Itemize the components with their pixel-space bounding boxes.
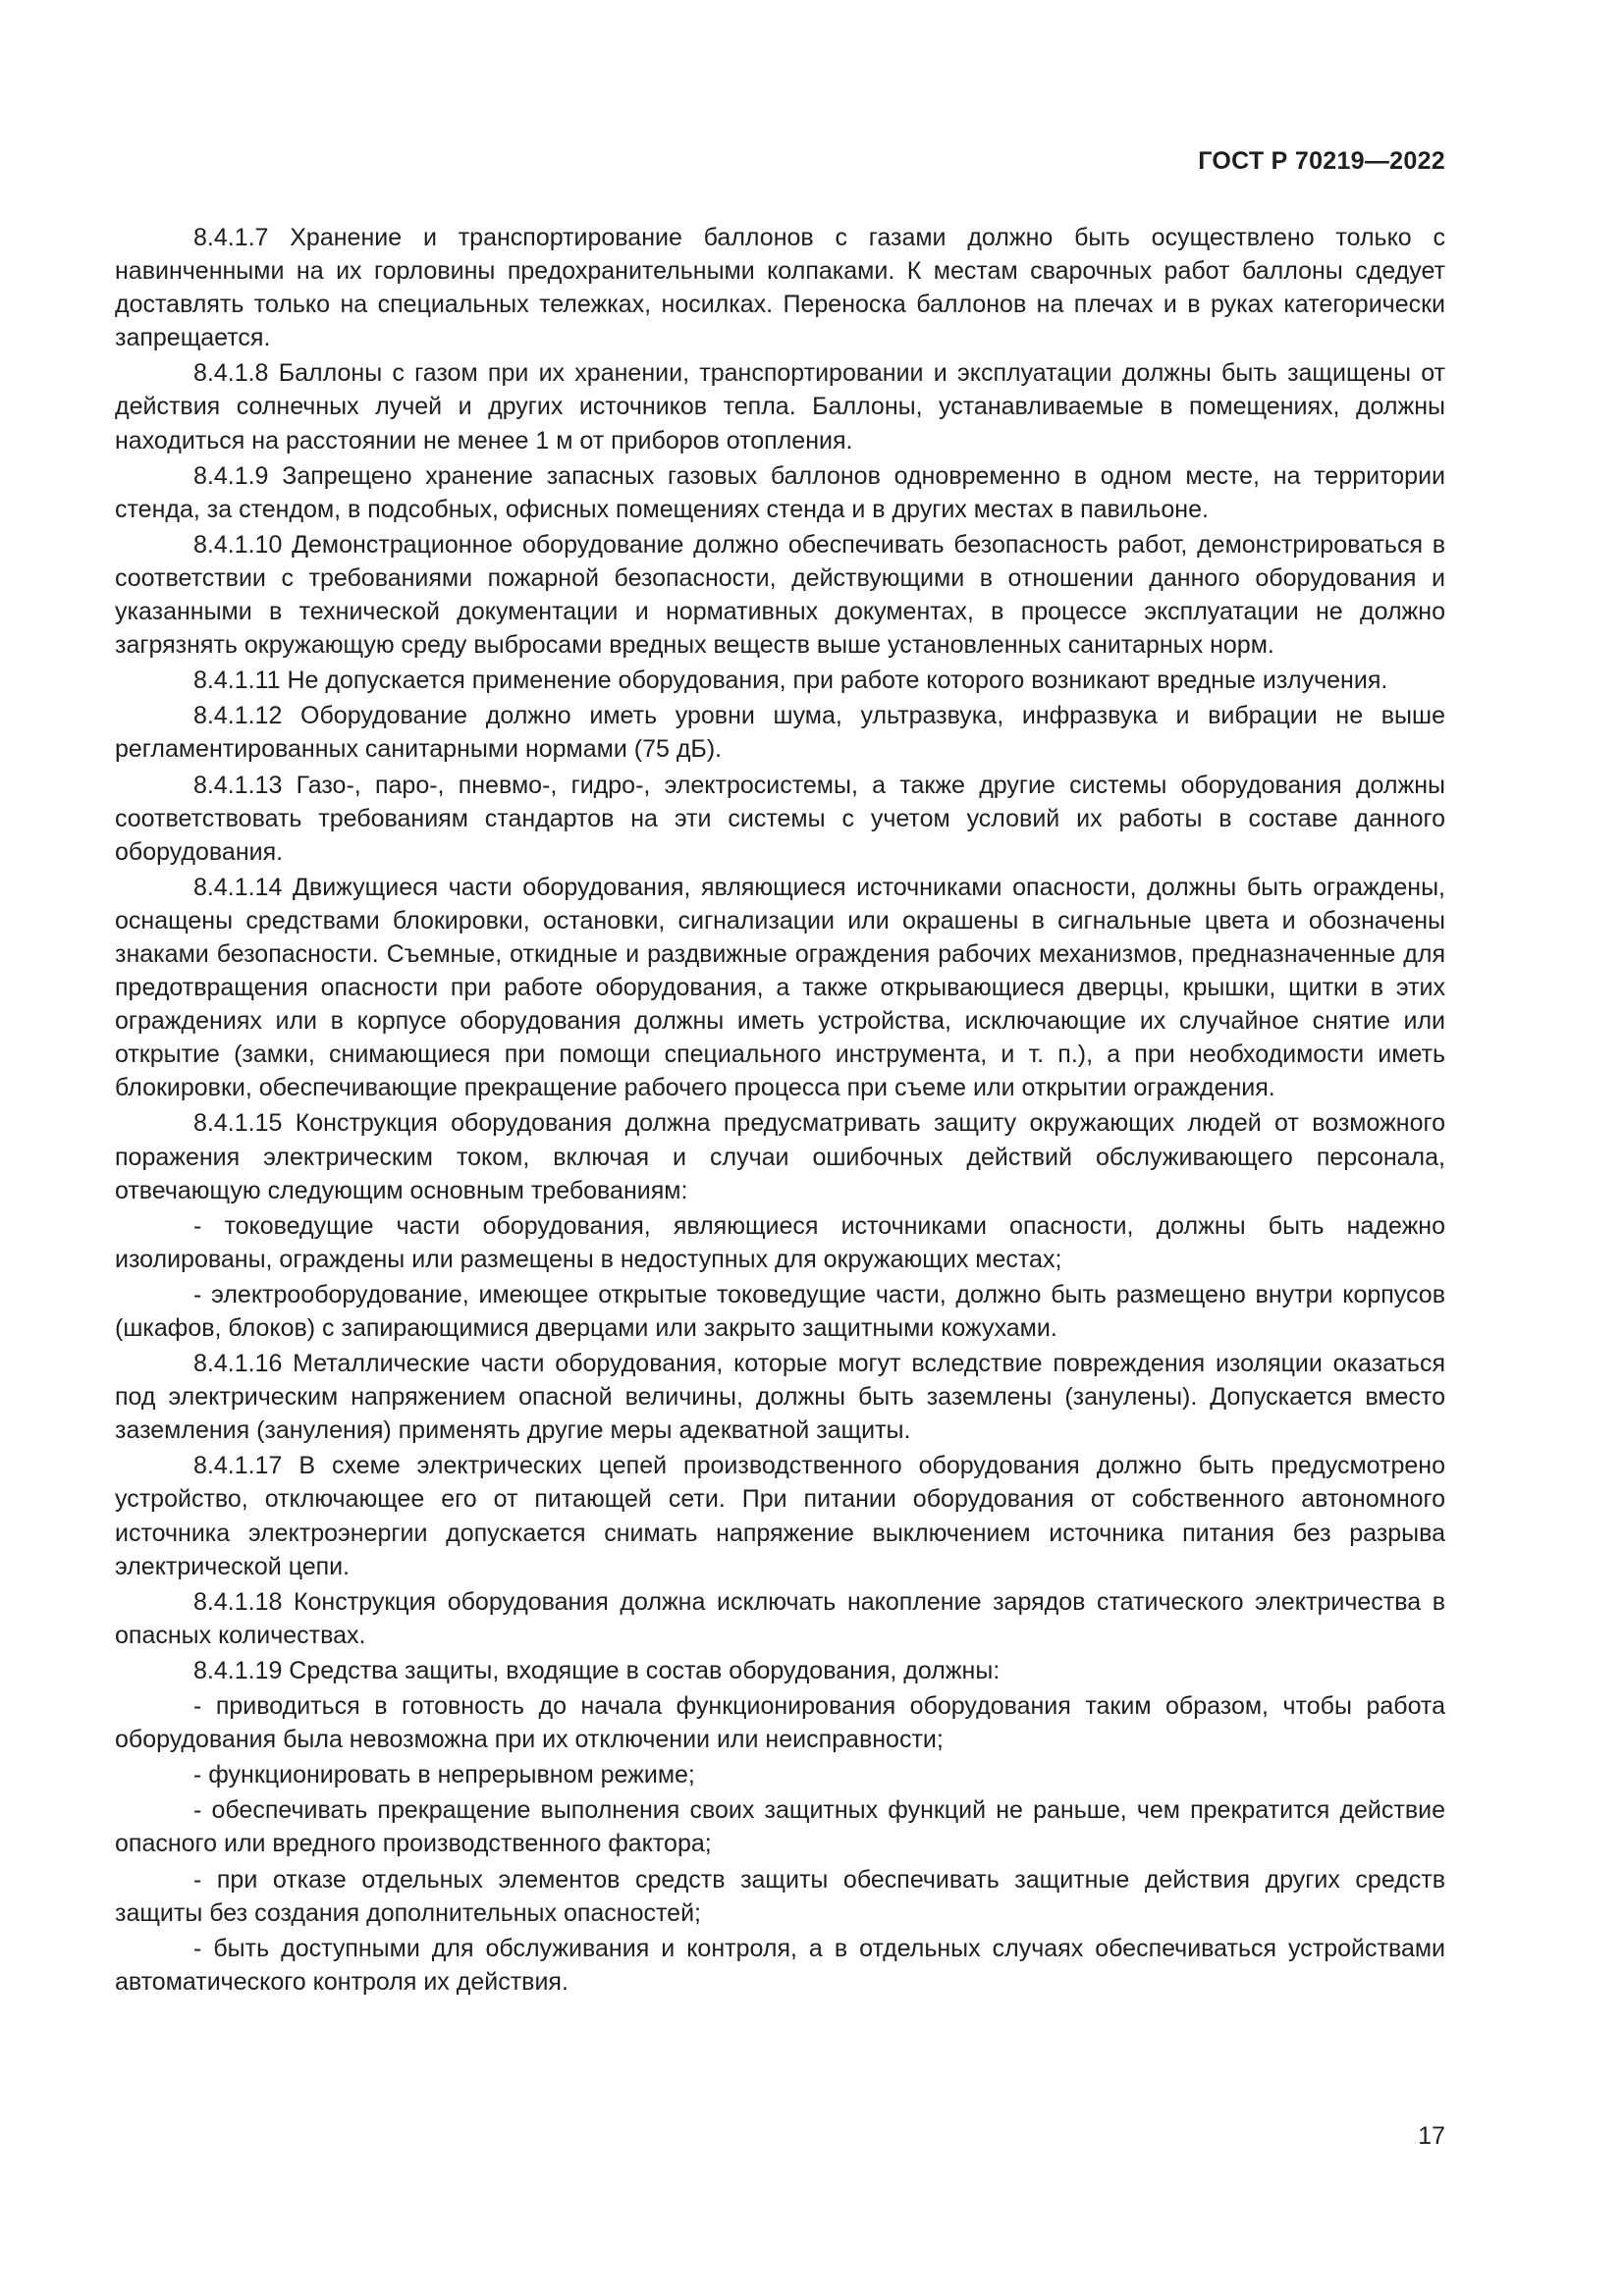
paragraph-8-4-1-9: 8.4.1.9 Запрещено хранение запасных газовых баллонов одновременно в одном месте, на территории стенда, за стендом, в подсобных, офисных помещениях стенда и в других местах в павильоне. (115, 461, 1445, 523)
paragraph-8-4-1-12: 8.4.1.12 Оборудование должно иметь уровни шума, ультразвука, инфразвука и вибрации не выше регламентированных санитарными нормами (75 дБ). (115, 702, 1445, 764)
paragraph-8-4-1-18: 8.4.1.18 Конструкция оборудования должна исключать накопление зарядов статического электричества в опасных количествах. (115, 1587, 1445, 1649)
list-item: - обеспечивать прекращение выполнения своих защитных функций не раньше, чем прекратится действие опасного или вредного производственного фактора; (115, 1796, 1445, 1858)
paragraph-8-4-1-19: 8.4.1.19 Средства защиты, входящие в состав оборудования, должны: (193, 1656, 1001, 1684)
paragraph-8-4-1-17: 8.4.1.17 В схеме электрических цепей производственного оборудования должно быть предусмотрено устройство, отключающее его от питающей сети. При питании оборудования от собственного автономного источника электроэнергии допускается снимать напряжение выключением источника питания без разрыва электрической цепи. (115, 1452, 1445, 1580)
paragraph-8-4-1-10: 8.4.1.10 Демонстрационное оборудование должно обеспечивать безопасность работ, демонстрироваться в соответствии с требованиями пожарной безопасности, действующими в отношении данного оборудования и указанными в технической документации и нормативных документах, в процессе эксплуатации не должно загрязнять окружающую среду выбросами вредных веществ выше установленных санитарных норм. (115, 530, 1445, 660)
list-item: - при отказе отдельных элементов средств защиты обеспечивать защитные действия других средств защиты без создания дополнительных опасностей; (115, 1865, 1445, 1927)
paragraph-8-4-1-8: 8.4.1.8 Баллоны с газом при их хранении, транспортировании и эксплуатации должны быть защищены от действия солнечных лучей и других источников тепла. Баллоны, устанавливаемые в помещениях, должны находиться на расстоянии не менее 1 м от приборов отопления. (115, 359, 1445, 454)
document-code-header: ГОСТ Р 70219—2022 (1198, 147, 1445, 175)
list-item: - функционировать в непрерывном режиме; (193, 1761, 695, 1789)
paragraph-8-4-1-7: 8.4.1.7 Хранение и транспортирование баллонов с газами должно быть осуществлено только с навинченными на их горловины предохранительными колпаками. К местам сварочных работ баллоны сдедует доставлять только на специальных тележках, носилках. Переноска баллонов на плечах и в руках категорически запрещается. (115, 224, 1445, 352)
list-item: - электрооборудование, имеющее открытые токоведущие части, должно быть размещено внутри корпусов (шкафов, блоков) с запирающимися дверцами или закрыто защитными кожухами. (115, 1280, 1445, 1342)
paragraph-8-4-1-14: 8.4.1.14 Движущиеся части оборудования, являющиеся источниками опасности, должны быть ограждены, оснащены средствами блокировки, остановки, сигнализации или окрашены в сигнальные цвета и обозначены знаками безопасности. Съемные, откидные и раздвижные ограждения рабочих механизмов, предназначенные для предотвращения опасности при работе оборудования, а также открывающиеся дверцы, крышки, щитки в этих ограждениях или в корпусе оборудования должны иметь устройства, исключающие их случайное снятие или открытие (замки, снимающиеся при помощи специального инструмента, и т. п.), а при необходимости иметь блокировки, обеспечивающие прекращение рабочего процесса при съеме или открытии ограждения. (115, 873, 1445, 1102)
paragraph-8-4-1-11: 8.4.1.11 Не допускается применение оборудования, при работе которого возникают вредные излучения. (193, 667, 1388, 695)
list-item: - токоведущие части оборудования, являющиеся источниками опасности, должны быть надежно изолированы, ограждены или размещены в недоступных для окружающих местах; (115, 1211, 1445, 1273)
list-item: - приводиться в готовность до начала функционирования оборудования таким образом, чтобы работа оборудования была невозможна при их отключении или неисправности; (115, 1692, 1445, 1754)
paragraph-8-4-1-16: 8.4.1.16 Металлические части оборудования, которые могут вследствие повреждения изоляции оказаться под электрическим напряжением опасной величины, должны быть заземлены (занулены). Допускается вместо заземления (зануления) применять другие меры адекватной защиты. (115, 1350, 1445, 1445)
page-number: 17 (1418, 2122, 1445, 2150)
document-body (115, 221, 1445, 2001)
list-item: - быть доступными для обслуживания и контроля, а в отдельных случаях обеспечиваться устройствами автоматического контроля их действия. (115, 1934, 1445, 1996)
paragraph-8-4-1-13: 8.4.1.13 Газо-, паро-, пневмо-, гидро-, электросистемы, а также другие системы оборудования должны соответствовать требованиям стандартов на эти системы с учетом условий их работы в составе данного оборудования. (115, 771, 1445, 866)
paragraph-8-4-1-15: 8.4.1.15 Конструкция оборудования должна предусматривать защиту окружающих людей от возможного поражения электрическим током, включая и случаи ошибочных действий обслуживающего персонала, отвечающую следующим основным требованиям: (115, 1109, 1445, 1204)
